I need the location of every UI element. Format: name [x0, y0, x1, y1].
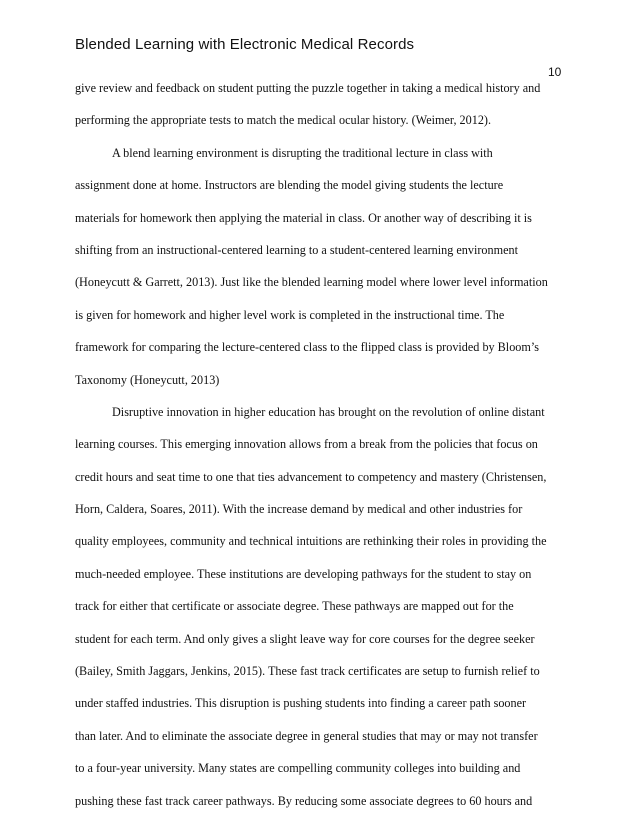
running-head: Blended Learning with Electronic Medical Records [75, 36, 415, 53]
text-line: track for either that certificate or associate degree. These pathways are mapped out for the [75, 599, 514, 614]
text-line: give review and feedback on student putting the puzzle together in taking a medical history and [75, 81, 541, 95]
text-line: (Honeycutt & Garrett, 2013). Just like the blended learning model where lower level information [75, 275, 548, 290]
text-line: pushing these fast track career pathways. By reducing some associate degrees to 60 hours and [75, 793, 533, 808]
text-line: assignment done at home. Instructors are blending the model giving students the lecture [75, 178, 504, 193]
text-line: (Bailey, Smith Jaggars, Jenkins, 2015). These fast track certificates are setup to furnish relief to [75, 664, 540, 679]
text-line: than later. And to eliminate the associate degree in general studies that may or may not transfer [75, 728, 538, 743]
paragraph-start-line: A blend learning environment is disrupting the traditional lecture in class with [112, 145, 493, 160]
text-line: Taxonomy (Honeycutt, 2013) [75, 372, 220, 387]
text-line: Horn, Caldera, Soares, 2011). With the increase demand by medical and other industries for [75, 502, 523, 517]
body-text [75, 78, 575, 823]
text-line: is given for homework and higher level work is completed in the instructional time. The [75, 307, 505, 322]
text-line: shifting from an instructional-centered learning to a student-centered learning environment [75, 242, 518, 257]
text-line: to a four-year university. Many states are compelling community colleges into building and [75, 761, 521, 776]
text-line: student for each term. And only gives a slight leave way for core courses for the degree seeker [75, 631, 535, 646]
paragraph-start-line: Disruptive innovation in higher education has brought on the revolution of online distant [112, 404, 545, 419]
text-line: performing the appropriate tests to match the medical ocular history. (Weimer, 2012). [75, 113, 492, 128]
text-line: framework for comparing the lecture-centered class to the flipped class is provided by Bloom’s [75, 340, 539, 355]
text-line: learning courses. This emerging innovation allows from a break from the policies that focus on [75, 437, 538, 452]
text-line: under staffed industries. This disruption is pushing students into finding a career path sooner [75, 696, 527, 711]
text-line: much-needed employee. These institutions are developing pathways for the student to stay on [75, 566, 532, 581]
text-line: materials for homework then applying the material in class. Or another way of describing it is [75, 210, 532, 225]
page-number: 10 [548, 65, 562, 79]
text-line: credit hours and seat time to one that ties advancement to competency and mastery (Christensen, [75, 469, 547, 484]
text-line: quality employees, community and technical intuitions are rethinking their roles in providing the [75, 534, 547, 549]
